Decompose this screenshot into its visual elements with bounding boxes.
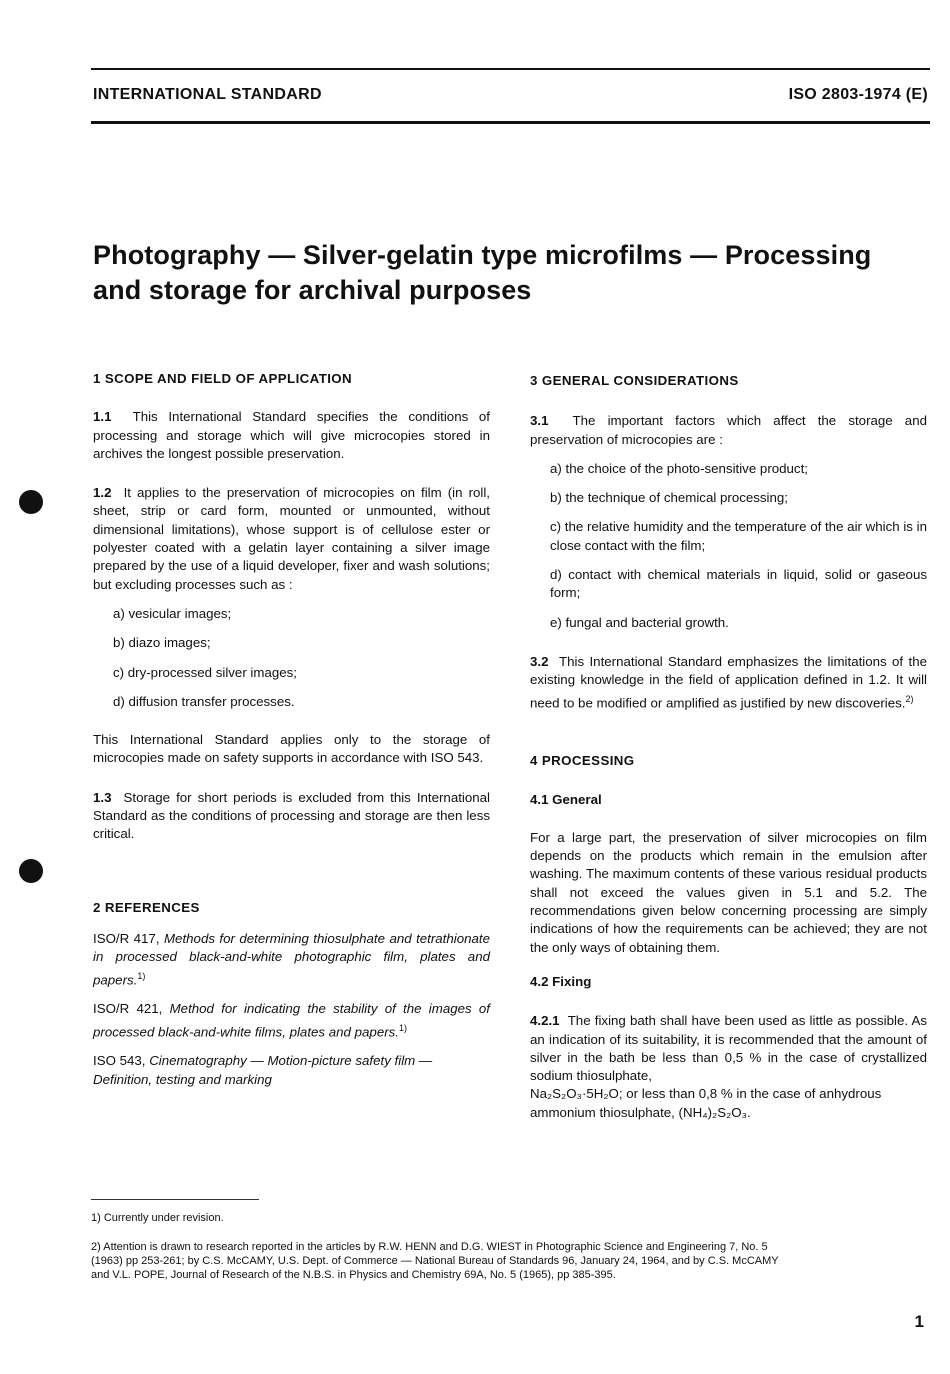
document-title: [93, 238, 923, 308]
formula-line-1: Na₂S₂O₃·5H₂O; or less than 0,8 % in the case of anhydrous: [530, 1086, 882, 1102]
list-item: a) vesicular images;: [113, 605, 232, 621]
list-item: a) the choice of the photo-sensitive product;: [550, 460, 808, 476]
subsection-4-1-heading: 4.1 General: [530, 791, 602, 807]
formula-line-2: ammonium thiosulphate, (NH₄)₂S₂O₃.: [530, 1104, 751, 1120]
header-top-rule: [91, 68, 930, 70]
reference-iso-r-417: ISO/R 417, Methods for determining thiosulphate and tetrathionate in processed black-and-white photographic film, plates and papers.$^{1)}$: [93, 930, 490, 987]
header-left: INTERNATIONAL STANDARD: [93, 86, 322, 103]
list-item: e) fungal and bacterial growth.: [550, 614, 729, 630]
binding-hole-bottom: [19, 859, 43, 883]
safety-supports-paragraph: This International Standard applies only to the storage of microcopies made on safety supports in accordance with ISO 543.: [93, 732, 490, 766]
page-number: 1: [914, 1312, 924, 1331]
right-column: [530, 370, 927, 1122]
section-2-heading: 2 REFERENCES: [93, 899, 200, 915]
section-3-heading: 3 GENERAL CONSIDERATIONS: [530, 373, 739, 388]
list-item: b) diazo images;: [113, 635, 211, 651]
list-item: b) the technique of chemical processing;: [550, 490, 789, 506]
header-right: ISO 2803-1974 (E): [788, 86, 928, 103]
header-bottom-rule: [91, 121, 930, 124]
title-line-2: and storage for archival purposes: [93, 275, 532, 305]
list-item: d) diffusion transfer processes.: [113, 693, 295, 709]
clause-1-2: 1.2 It applies to the preservation of microcopies on film (in roll, sheet, strip or card form, mounted or unmounted, without dimensional limitations), whose support is of cellulose ester or polyester coated with a gelatin layer containing a silver image prepared by the use of a liquid developer, fixer and wash solutions; but excluding processes such as :: [93, 485, 490, 592]
list-item: c) the relative humidity and the temperature of the air which is in close contact with the film;: [550, 519, 927, 553]
clause-4-1-text: For a large part, the preservation of silver microcopies on film depends on the products which remain in the emulsion after washing. The maximum contents of these various residual products shall not exceed the values given in 5.1 and 5.2. The recommendations given below concerning processing are simply indications of how the requirements can be achieved; they are not the only ways of obtaining them.: [530, 829, 927, 955]
reference-iso-r-421: ISO/R 421, Method for indicating the stability of the images of processed black-and-white films, plates and papers.$^{1)}$: [93, 1001, 490, 1039]
footnote-rule: [91, 1199, 259, 1200]
binding-hole-top: [19, 490, 43, 514]
clause-4-2-1: 4.2.1 The fixing bath shall have been used as little as possible. As an indication of its suitability, it is recommended that the amount of silver in the bath be less than 0,5 % in the case of crystallized sodium thiosulphate,: [530, 1013, 927, 1084]
list-item: d) contact with chemical materials in liquid, solid or gaseous form;: [550, 567, 927, 601]
left-column: [93, 370, 490, 1089]
reference-iso-543: ISO 543, Cinematography — Motion-picture safety film — Definition, testing and marking: [93, 1053, 433, 1087]
subsection-4-2-heading: 4.2 Fixing: [530, 973, 592, 989]
title-line-1: Photography — Silver-gelatin type microfilms — Processing: [93, 240, 872, 270]
clause-3-1: 3.1 The important factors which affect the storage and preservation of microcopies are :: [530, 413, 927, 447]
section-1-heading: 1 SCOPE AND FIELD OF APPLICATION: [93, 371, 353, 386]
clause-1-1: 1.1 This International Standard specifies the conditions of processing and storage which will give microcopies stored in archives the longest possible preservation.: [93, 409, 490, 461]
footnote-2: 2) Attention is drawn to research reported in the articles by R.W. HENN and D.G. WIEST in Photographic Science and Engineering 7, No. 5 (1963) pp 253-261; by C.S. McCAMY, U.S. Dept. of Commerce — National Bureau of Standards 96, January 24, 1964, and by C.S. McCAMY and V.L. POPE, Journal of Research of the N.B.S. in Physics and Chemistry 69A, No. 5 (1965), pp 385-395.: [91, 1241, 779, 1281]
clause-3-2: 3.2 This International Standard emphasizes the limitations of the existing knowledge in the field of application defined in 1.2. It will need to be modified or amplified as justified by new discoveries.$^{2)}$: [530, 653, 927, 710]
section-4-heading: 4 PROCESSING: [530, 753, 635, 769]
clause-1-3: 1.3 Storage for short periods is excluded from this International Standard as the conditions of processing and storage are then less critical.: [93, 789, 491, 842]
footnote-1: 1) Currently under revision.: [91, 1212, 224, 1224]
list-item: c) dry-processed silver images;: [113, 664, 297, 680]
